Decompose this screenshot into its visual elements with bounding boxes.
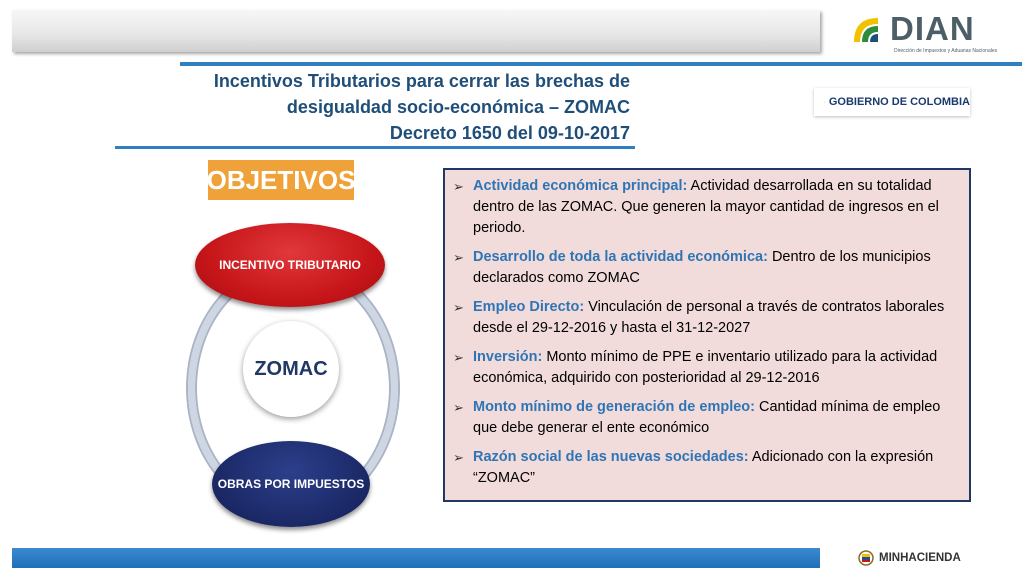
objective-item	[453, 176, 961, 239]
objective-item	[453, 397, 961, 439]
dian-logo-subtitle: Dirección de Impuestos y Aduanas Nacionales	[894, 48, 998, 54]
incentivo-tributario-ellipse: INCENTIVO TRIBUTARIO	[195, 223, 385, 307]
top-banner-bar	[12, 10, 820, 52]
arrow-bullet-icon: ➢	[453, 450, 464, 465]
arrow-bullet-icon: ➢	[453, 300, 464, 315]
objective-text: Monto mínimo de PPE e inventario utilizado para la actividad económica, adquirido con posterioridad al 29-12-2016	[473, 349, 938, 386]
objective-text: Vinculación de personal a través de contratos laborales desde el 29-12-2016 y hasta el 31-12-2027	[473, 299, 945, 336]
title-underline	[115, 146, 635, 149]
dian-logo	[848, 10, 998, 56]
dian-logo-name: DIAN	[890, 10, 975, 47]
obras-por-impuestos-ellipse: OBRAS POR IMPUESTOS	[212, 441, 370, 527]
objective-text: Dentro de los municipios declarados como ZOMAC	[473, 249, 931, 286]
objective-text: Cantidad mínima de empleo que debe generar el ente económico	[473, 399, 941, 436]
title-line-2: desigualdad socio-económica – ZOMAC	[286, 97, 630, 117]
arrow-bullet-icon: ➢	[453, 400, 464, 415]
title-line-1: Incentivos Tributarios para cerrar las brechas de	[213, 71, 630, 91]
minhacienda-logo	[858, 544, 990, 572]
objective-text: Adicionado con la expresión “ZOMAC”	[473, 449, 934, 486]
objective-item	[453, 347, 961, 389]
objective-term: Razón social de las nuevas sociedades:	[473, 449, 749, 465]
objective-term: Empleo Directo:	[473, 299, 585, 315]
dian-emblem-icon	[848, 12, 888, 52]
diagram-center-circle: ZOMAC	[243, 321, 339, 417]
objective-term: Desarrollo de toda la actividad económica:	[473, 249, 768, 265]
minhacienda-label: MINHACIENDA	[879, 552, 961, 564]
colombia-shield-icon	[858, 549, 874, 567]
objective-item	[453, 297, 961, 339]
title-line-3: Decreto 1650 del 09-10-2017	[389, 123, 630, 143]
objective-text: Actividad desarrollada en su totalidad dentro de las ZOMAC. Que generen la mayor cantidad de ingresos en el periodo.	[473, 178, 939, 236]
objetivos-label: OBJETIVOS	[208, 160, 354, 200]
objective-item	[453, 447, 961, 489]
arrow-bullet-icon: ➢	[453, 350, 464, 365]
objective-term: Monto mínimo de generación de empleo:	[473, 399, 755, 415]
gobierno-colombia-logo	[814, 88, 970, 116]
gobierno-label: GOBIERNO DE COLOMBIA	[828, 96, 970, 108]
header-accent-line	[180, 62, 1022, 66]
objective-item	[453, 247, 961, 289]
objectives-box	[443, 168, 971, 502]
bottom-banner-bar	[12, 548, 820, 568]
objective-term: Actividad económica principal:	[473, 178, 688, 194]
arrow-bullet-icon: ➢	[453, 250, 464, 265]
objective-term: Inversión:	[473, 349, 543, 365]
arrow-bullet-icon: ➢	[453, 179, 464, 194]
page-title	[170, 68, 630, 146]
colombia-shield-icon	[824, 92, 825, 112]
zomac-diagram	[170, 215, 420, 535]
